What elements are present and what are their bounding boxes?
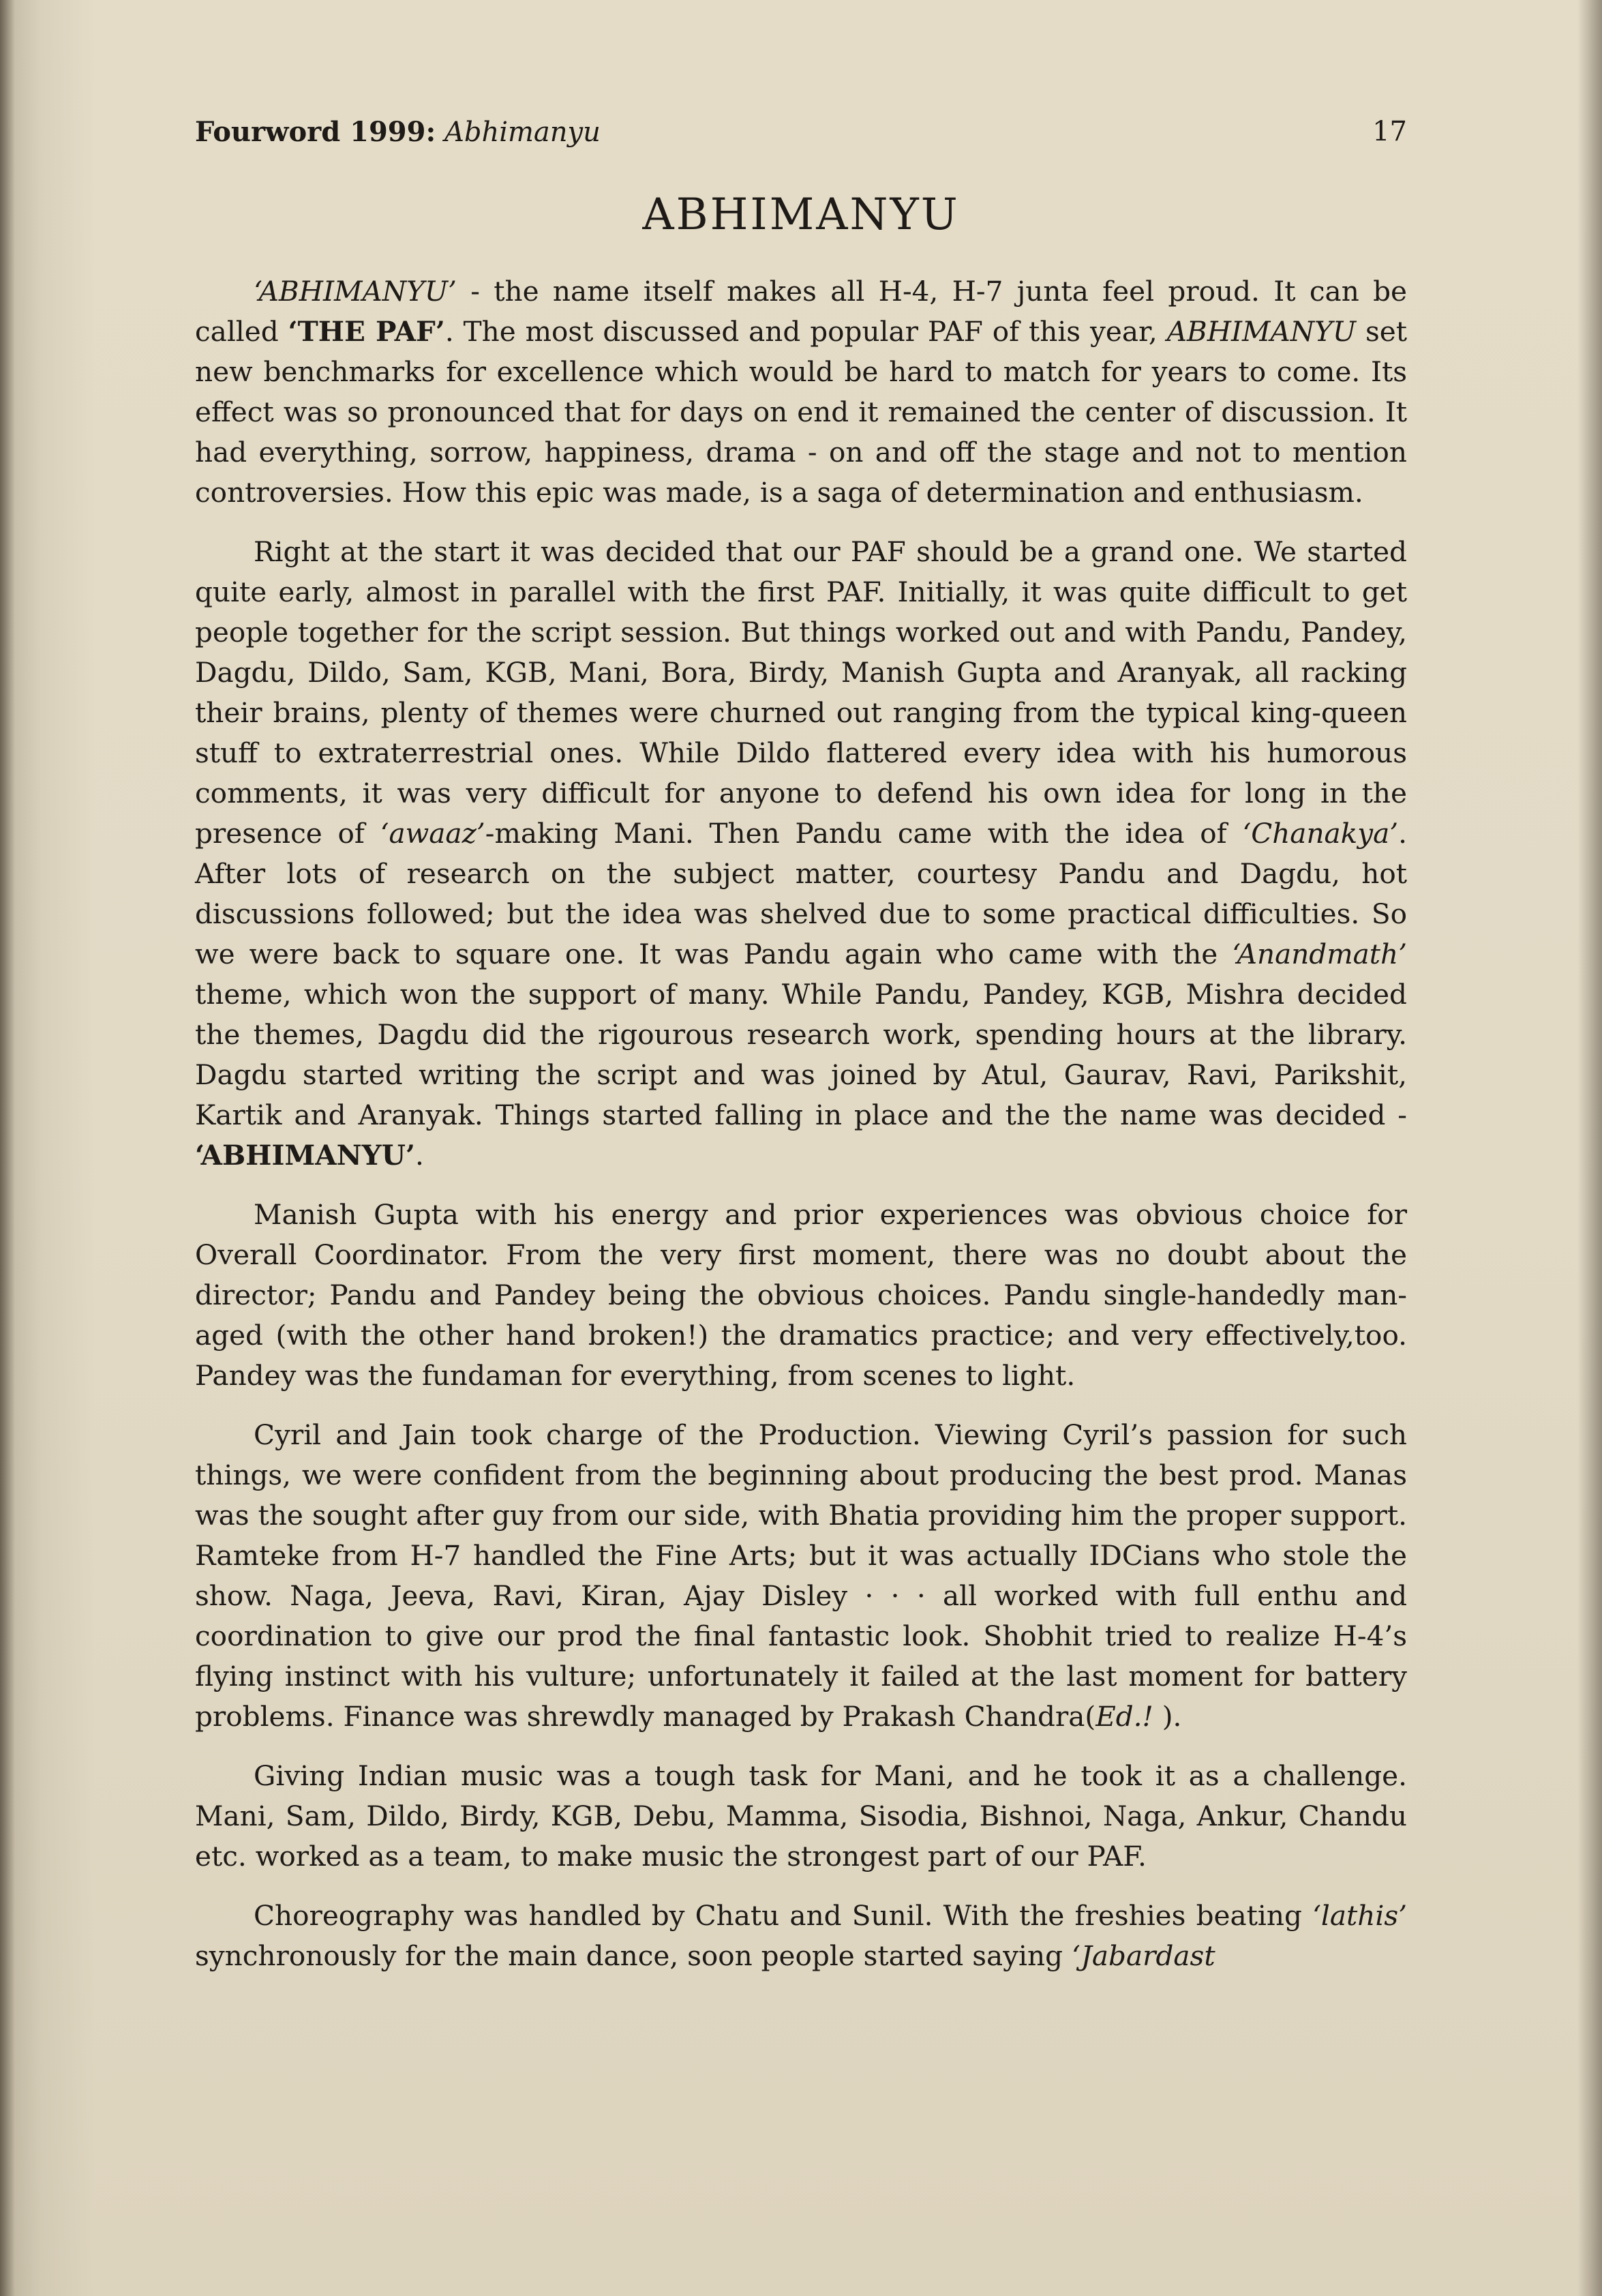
paragraph xyxy=(195,1756,1407,1877)
paragraph xyxy=(195,1896,1407,1976)
text-run: ‘Chanakya’ xyxy=(1242,817,1399,850)
paragraph xyxy=(195,1415,1407,1737)
text-run: Manish Gupta with his energy and prior experiences was obvious choice for Overall Coordinator. From the very first moment, there was no doubt about the director; Pandu and Pandey being the obvious choices. Pandu single-handedly man-aged (with the other hand broken!) the dramatics practice; and very effectively,too. Pandey was the fundaman for everything, from scenes to light. xyxy=(195,1198,1407,1392)
paragraph xyxy=(195,271,1407,513)
text-run: ‘ABHIMANYU’ xyxy=(254,275,457,308)
text-run: set new benchmarks for excellence which would be hard to match for years to come. Its effect was so pronounced that for days on end it remained the center of discussion. It had everything, sorrow, happiness, drama - on and off the stage and not to mention controversies. How this epic was made, is a saga of determination and enthusiasm. xyxy=(195,315,1407,509)
text-run: . xyxy=(415,1139,424,1172)
page-edge-shadow xyxy=(1577,0,1602,2296)
header-left xyxy=(195,116,601,148)
article-title: ABHIMANYU xyxy=(642,190,960,240)
running-header xyxy=(195,116,1407,157)
text-run: ‘Anandmath’ xyxy=(1232,938,1407,970)
text-run: synchronously for the main dance, soon people started saying xyxy=(195,1939,1072,1972)
text-run: ‘ABHIMANYU’ xyxy=(195,1139,415,1172)
text-run: Choreography was handled by Chatu and Sunil. With the freshies beating xyxy=(254,1899,1313,1932)
text-run: theme, which won the support of many. While Pandu, Pandey, KGB, Mishra decided the themes, Dagdu did the rigourous research work, spending hours at the library. Dagdu started writing the script and was joined by Atul, Gaurav, Ravi, Parikshit, Kartik and Aranyak. Things started falling in place and the the name was decided - xyxy=(195,978,1407,1131)
text-run: ABHIMANYU xyxy=(1166,315,1357,348)
page-number: 17 xyxy=(1372,116,1407,147)
paragraph xyxy=(195,1195,1407,1396)
text-run: ‘awaaz’ xyxy=(380,817,485,850)
text-run: Right at the start it was decided that our PAF should be a grand one. We started quite early, almost in parallel with the first PAF. Initially, it was quite difficult to get people together for the script session. But things worked out and with Pandu, Pandey, Dagdu, Dildo, Sam, KGB, Mani, Bora, Birdy, Manish Gupta and Aranyak, all racking their brains, plenty of themes were churned out ranging from the typical king-queen stuff to extraterrestrial ones. While Dildo flattered every idea with his humorous comments, it was very difficult for anyone to defend his own idea for long in the presence of xyxy=(195,535,1407,850)
article-body xyxy=(195,271,1407,1995)
header-section: Abhimanyu xyxy=(444,117,601,148)
text-run: . After lots of research on the subject matter, courtesy Pandu and Dagdu, hot discussions followed; but the idea was shelved due to some practical difficulties. So we were back to square one. It was Pandu again who came with the xyxy=(195,817,1407,970)
text-run: ). xyxy=(1153,1700,1182,1733)
text-run: Giving Indian music was a tough task for Mani, and he took it as a challenge. Mani, Sam, Dildo, Birdy, KGB, Debu, Mamma, Sisodia, Bishnoi, Naga, Ankur, Chandu etc. worked as a team, to make music the strongest part of our PAF. xyxy=(195,1759,1407,1873)
text-run: . The most discussed and popular PAF of this year, xyxy=(444,315,1167,348)
header-book: Fourword 1999: xyxy=(195,116,436,148)
binding-shadow xyxy=(0,0,15,2296)
text-run: Cyril and Jain took charge of the Production. Viewing Cyril’s passion for such things, we were confident from the beginning about producing the best prod. Manas was the sought after guy from our side, with Bhatia providing him the proper support. Ramteke from H-7 handled the Fine Arts; but it was actually IDCians who stole the show. Naga, Jeeva, Ravi, Kiran, Ajay Disley · · · all worked with full enthu and coordination to give our prod the final fantastic look. Shobhit tried to realize H-4’s flying instinct with his vulture; unfortunately it failed at the last moment for battery problems. Finance was shrewdly managed by Prakash Chandra( xyxy=(195,1418,1407,1733)
text-run: Ed.! xyxy=(1095,1700,1153,1733)
text-run: ‘THE PAF’ xyxy=(288,315,445,348)
text-run: ‘lathis’ xyxy=(1312,1899,1407,1932)
text-run: - the name itself makes all H-4, H-7 junta feel proud. It can be called xyxy=(195,275,1407,348)
paragraph xyxy=(195,532,1407,1176)
text-run: ‘Jabardast xyxy=(1071,1939,1215,1972)
text-run: -making Mani. Then Pandu came with the idea of xyxy=(485,817,1243,850)
